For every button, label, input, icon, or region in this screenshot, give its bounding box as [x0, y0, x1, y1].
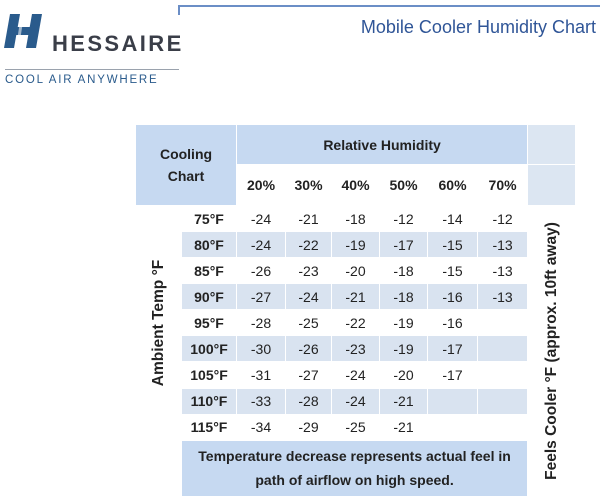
footnote: Temperature decrease represents actual feel in path of airflow on high speed.	[182, 440, 528, 496]
feels-cooler-value-cell: -24	[332, 388, 380, 414]
feels-cooler-value-cell: -14	[428, 206, 478, 232]
humidity-chart-table	[135, 124, 576, 497]
feels-cooler-value-cell	[478, 362, 528, 388]
corner-header	[136, 125, 237, 206]
feels-cooler-value-cell: -18	[380, 258, 428, 284]
feels-cooler-value-cell: -34	[237, 414, 286, 440]
feels-cooler-value-cell: -21	[332, 284, 380, 310]
feels-cooler-label: Feels Cooler °F (approx. 10ft away)	[542, 222, 560, 480]
humidity-column-header: 30%	[286, 165, 332, 206]
feels-cooler-value-cell: -24	[237, 206, 286, 232]
feels-cooler-value-cell: -24	[286, 284, 332, 310]
feels-cooler-value-cell: -25	[286, 310, 332, 336]
feels-cooler-value-cell: -21	[380, 388, 428, 414]
feels-cooler-value-cell: -33	[237, 388, 286, 414]
brand-name: HESSAIRE	[52, 31, 184, 56]
feels-cooler-value-cell: -16	[428, 310, 478, 336]
feels-cooler-value-cell: -30	[237, 336, 286, 362]
corner-line1: Cooling	[159, 146, 213, 162]
feels-cooler-value-cell	[478, 336, 528, 362]
feels-cooler-value-cell: -13	[478, 284, 528, 310]
feels-cooler-value-cell: -24	[332, 362, 380, 388]
feels-cooler-value-cell: -16	[428, 284, 478, 310]
humidity-column-header: 50%	[380, 165, 428, 206]
humidity-column-header: 40%	[332, 165, 380, 206]
feels-cooler-value-cell	[478, 310, 528, 336]
feels-cooler-value-cell	[478, 414, 528, 440]
humidity-column-header: 20%	[237, 165, 286, 206]
ambient-temp-cell: 80°F	[182, 232, 237, 258]
page-title: Mobile Cooler Humidity Chart	[360, 17, 596, 37]
feels-cooler-value-cell: -19	[380, 336, 428, 362]
header-rule-tick	[178, 5, 180, 15]
feels-cooler-value-cell: -20	[332, 258, 380, 284]
feels-cooler-value-cell: -22	[332, 310, 380, 336]
feels-cooler-value-cell: -17	[380, 232, 428, 258]
feels-cooler-value-cell: -23	[332, 336, 380, 362]
feels-cooler-value-cell: -26	[237, 258, 286, 284]
feels-cooler-value-cell: -29	[286, 414, 332, 440]
brand-tagline: COOL AIR ANYWHERE	[5, 74, 159, 86]
feels-cooler-value-cell	[428, 414, 478, 440]
ambient-temp-cell: 105°F	[182, 362, 237, 388]
feels-cooler-value-cell: -27	[286, 362, 332, 388]
relative-humidity-header: Relative Humidity	[237, 125, 528, 165]
ambient-temp-cell: 115°F	[182, 414, 237, 440]
feels-cooler-value-cell: -28	[286, 388, 332, 414]
ambient-temp-cell: 75°F	[182, 206, 237, 232]
side-header-cell-2	[528, 165, 576, 206]
ambient-temp-cell: 90°F	[182, 284, 237, 310]
feels-cooler-label-cell	[528, 206, 576, 497]
humidity-column-header: 70%	[478, 165, 528, 206]
ambient-temp-label-cell	[136, 206, 182, 441]
feels-cooler-value-cell: -18	[332, 206, 380, 232]
side-header-cell	[528, 125, 576, 165]
feels-cooler-value-cell	[428, 388, 478, 414]
logo-divider	[5, 69, 179, 70]
feels-cooler-value-cell	[478, 388, 528, 414]
feels-cooler-value-cell: -23	[286, 258, 332, 284]
feels-cooler-value-cell: -13	[478, 232, 528, 258]
hessaire-h-icon	[2, 12, 50, 50]
feels-cooler-value-cell: -19	[380, 310, 428, 336]
feels-cooler-value-cell: -22	[286, 232, 332, 258]
ambient-temp-cell: 110°F	[182, 388, 237, 414]
feels-cooler-value-cell: -18	[380, 284, 428, 310]
feels-cooler-value-cell: -15	[428, 258, 478, 284]
feels-cooler-value-cell: -17	[428, 336, 478, 362]
ambient-temp-label: Ambient Temp °F	[149, 259, 167, 387]
feels-cooler-value-cell: -24	[237, 232, 286, 258]
feels-cooler-value-cell: -21	[380, 414, 428, 440]
feels-cooler-value-cell: -12	[380, 206, 428, 232]
humidity-column-header: 60%	[428, 165, 478, 206]
feels-cooler-value-cell: -19	[332, 232, 380, 258]
feels-cooler-value-cell: -31	[237, 362, 286, 388]
feels-cooler-value-cell: -15	[428, 232, 478, 258]
feels-cooler-value-cell: -26	[286, 336, 332, 362]
header-rule	[178, 5, 600, 7]
feels-cooler-value-cell: -28	[237, 310, 286, 336]
ambient-temp-cell: 100°F	[182, 336, 237, 362]
hessaire-logo	[2, 12, 184, 86]
feels-cooler-value-cell: -12	[478, 206, 528, 232]
ambient-temp-cell: 95°F	[182, 310, 237, 336]
ambient-temp-cell: 85°F	[182, 258, 237, 284]
feels-cooler-value-cell: -27	[237, 284, 286, 310]
feels-cooler-value-cell: -25	[332, 414, 380, 440]
feels-cooler-value-cell: -13	[478, 258, 528, 284]
footnote-spacer	[136, 440, 182, 496]
feels-cooler-value-cell: -17	[428, 362, 478, 388]
feels-cooler-value-cell: -20	[380, 362, 428, 388]
corner-line2: Chart	[167, 168, 205, 184]
feels-cooler-value-cell: -21	[286, 206, 332, 232]
